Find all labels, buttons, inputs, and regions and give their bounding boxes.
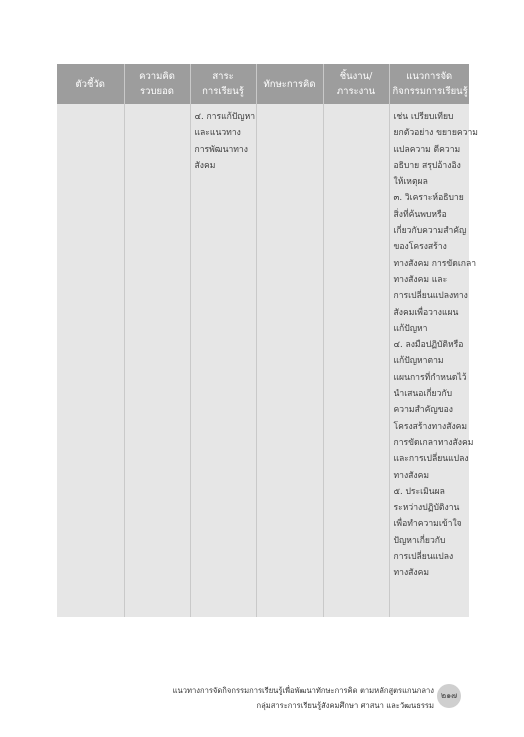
- content-line: ๔. การแก้ปัญหา: [194, 112, 256, 122]
- activity-line: สังคมเพื่อวางแผน: [393, 307, 459, 318]
- activity-line: ปัญหาเกี่ยวกับ: [393, 535, 446, 546]
- activity-line: เกี่ยวกับความสำคัญ: [393, 226, 467, 237]
- activity-line: แผนการที่กำหนดไว้: [393, 372, 467, 383]
- activity-line: ทางสังคม และ: [393, 274, 448, 285]
- table-header-row: [57, 64, 469, 104]
- activity-line: แปลความ ตีความ: [393, 144, 461, 155]
- activity-line: การขัดเกลาทางสังคม: [393, 437, 474, 448]
- header-tasks: ชิ้นงาน/ ภาระงาน: [323, 64, 389, 104]
- activity-line: ๕. ประเมินผล: [393, 486, 445, 497]
- content-line: สังคม: [194, 160, 216, 171]
- cell-content: [190, 104, 256, 617]
- curriculum-table: [57, 64, 478, 617]
- activity-line: เช่น เปรียบเทียบ: [393, 112, 454, 122]
- activity-line: ทางสังคม การขัดเกลา: [393, 258, 477, 269]
- activity-line: อธิบาย สรุปอ้างอิง: [393, 160, 461, 171]
- activity-line: ระหว่างปฏิบัติงาน: [393, 503, 460, 514]
- content-line: การพัฒนาทาง: [194, 144, 248, 155]
- activity-line: ยกตัวอย่าง ขยายความ: [393, 128, 478, 139]
- activity-line: ของโครงสร้าง: [393, 242, 447, 253]
- footer-title: แนวทางการจัดกิจกรรมการเรียนรู้เพื่อพัฒนาทักษะการคิด ตามหลักสูตรแกนกลาง: [172, 686, 434, 695]
- content-line: และแนวทาง: [194, 128, 241, 139]
- activity-line: ทางสังคม: [393, 568, 430, 579]
- activity-line: ทางสังคม: [393, 470, 430, 481]
- activity-line: ความสำคัญของ: [393, 405, 453, 416]
- activity-line: เพื่อทำความเข้าใจ: [393, 519, 462, 530]
- page-number: ๒๑๗: [437, 684, 461, 708]
- activity-line: แก้ปัญหา: [393, 323, 428, 334]
- activity-line: และการเปลี่ยนแปลง: [393, 454, 469, 465]
- activity-line: โครงสร้างทางสังคม: [393, 421, 468, 432]
- cell-indicators: [57, 104, 124, 617]
- activity-line: นำเสนอเกี่ยวกับ: [393, 389, 453, 400]
- activity-line: ๓. วิเคราะห์อธิบาย: [393, 193, 464, 204]
- activity-line: สิ่งที่ค้นพบหรือ: [393, 209, 447, 220]
- activity-line: การเปลี่ยนแปลงทาง: [393, 291, 468, 302]
- activity-line: ให้เหตุผล: [393, 177, 428, 188]
- cell-thinking-skills: [256, 104, 323, 617]
- table-row: [57, 104, 469, 617]
- header-thinking-skills: ทักษะการคิด: [256, 64, 323, 104]
- cell-tasks: [323, 104, 389, 617]
- header-content: สาระ การเรียนรู้: [190, 64, 256, 104]
- activity-line: การเปลี่ยนแปลง: [393, 552, 454, 563]
- header-activities: แนวการจัด กิจกรรมการเรียนรู้: [389, 64, 469, 104]
- cell-concept: [124, 104, 190, 617]
- activity-line: แก้ปัญหาตาม: [393, 356, 444, 367]
- footer-subtitle: กลุ่มสาระการเรียนรู้สังคมศึกษา ศาสนา และวัฒนธรรม: [256, 701, 434, 710]
- cell-activities: [389, 104, 478, 617]
- activity-line: ๔. ลงมือปฏิบัติหรือ: [393, 340, 464, 351]
- header-indicators: ตัวชี้วัด: [57, 64, 124, 104]
- header-concept: ความคิด รวบยอด: [124, 64, 190, 104]
